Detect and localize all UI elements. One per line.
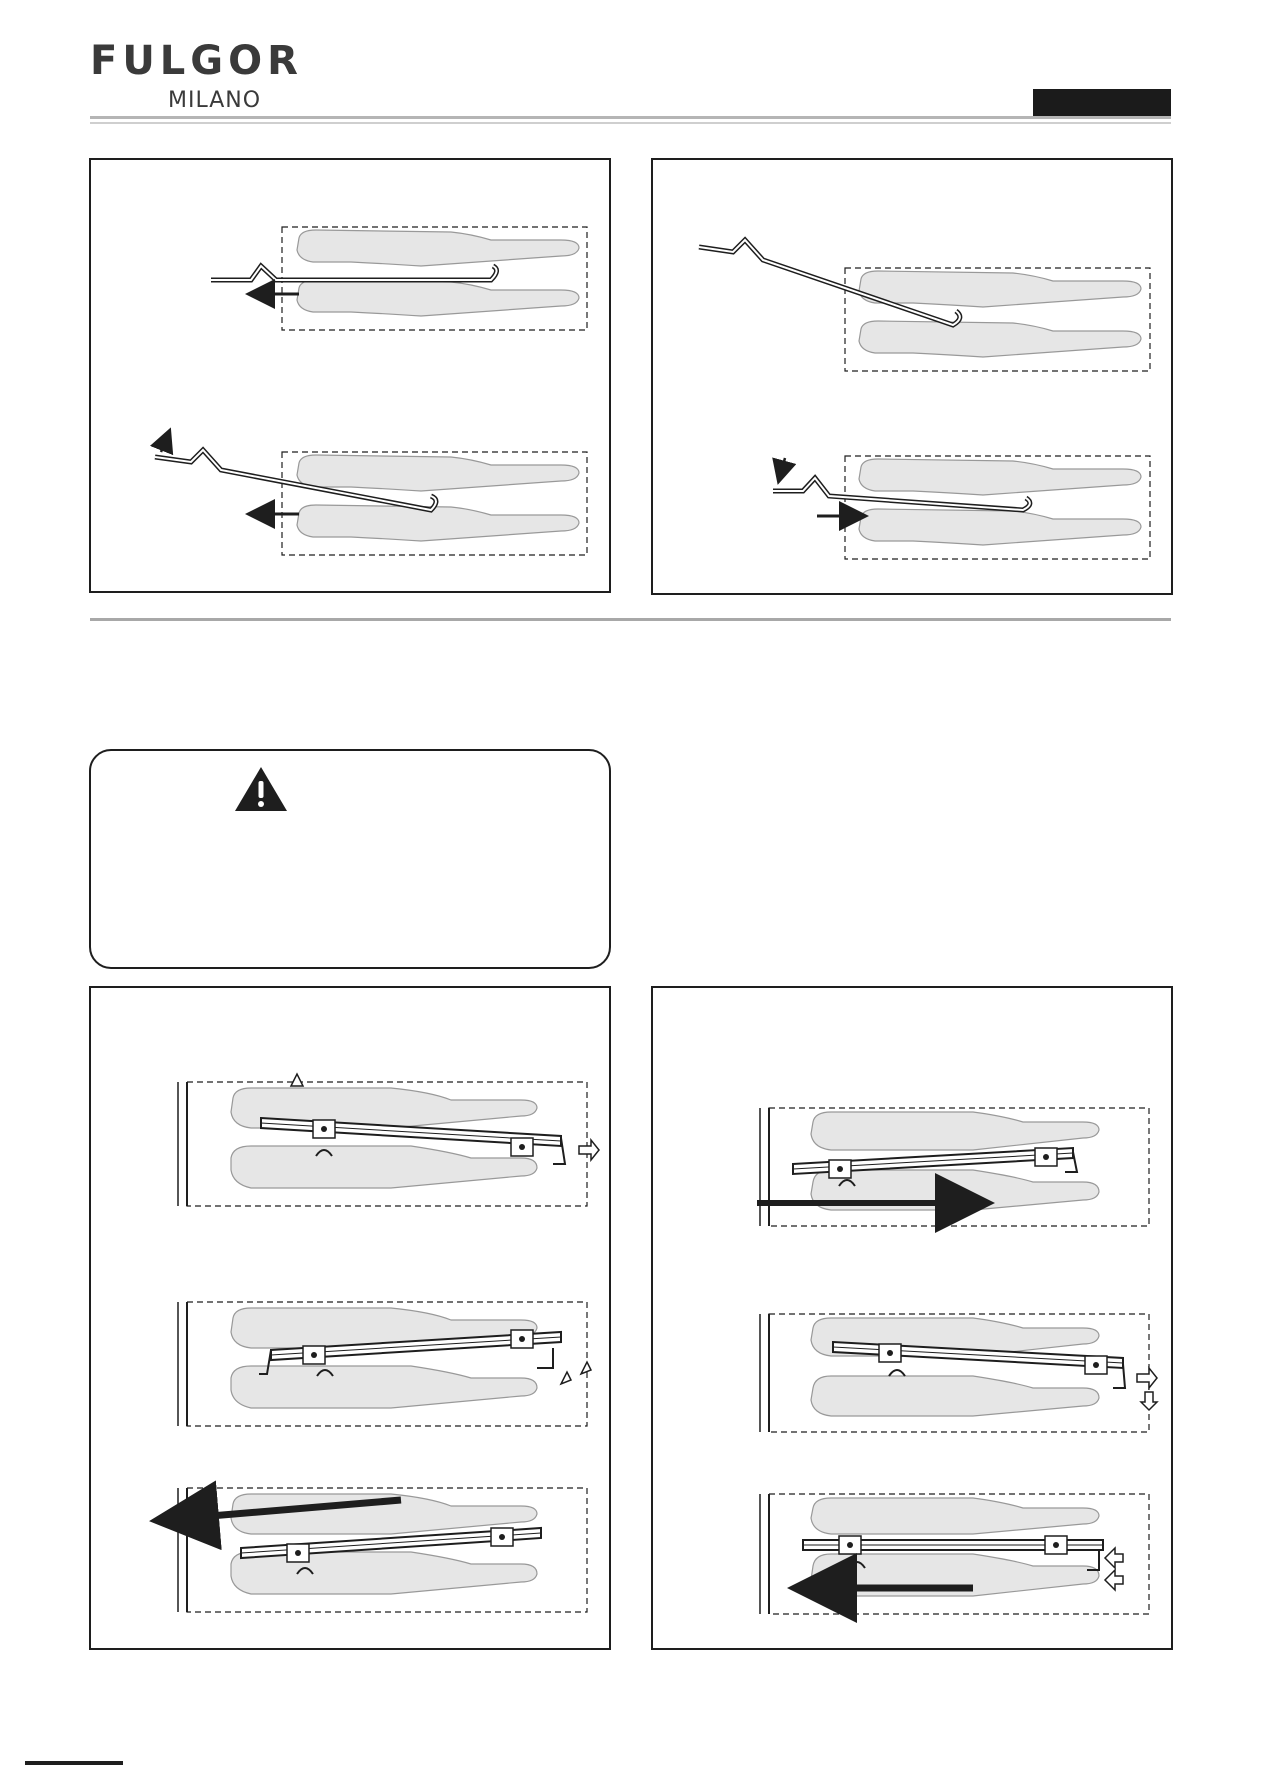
footer-mark [25, 1761, 123, 1765]
outline-arrow-icon [291, 1074, 303, 1086]
outline-arrow-icon [579, 1140, 599, 1160]
brand-logo [90, 38, 390, 118]
outline-arrow-icon [1105, 1570, 1123, 1590]
slide-scene-2 [760, 1314, 1157, 1432]
slide-scene-1 [178, 1074, 599, 1206]
outline-arrow-icon [561, 1372, 571, 1384]
slide-insertion-diagram [653, 988, 1175, 1652]
rack-insertion-diagram [653, 160, 1175, 597]
slide-scene-1 [757, 1108, 1149, 1226]
header-rule-secondary [90, 122, 1171, 124]
rack-insertion-panel [651, 158, 1173, 595]
slide-scene-2 [178, 1302, 591, 1426]
outline-arrow-icon [1141, 1392, 1157, 1410]
section-divider [90, 618, 1171, 621]
section-tab [1033, 89, 1171, 116]
outline-arrow-icon [581, 1362, 591, 1374]
rack-scene-lower [773, 456, 1150, 559]
slide-removal-panel [89, 986, 611, 1650]
arrow-down-icon [779, 458, 785, 480]
brand-name: FULGOR [90, 38, 303, 84]
outline-arrow-icon [1105, 1548, 1123, 1568]
warning-triangle-icon [233, 765, 289, 813]
rack-scene-upper [699, 240, 1150, 371]
rack-scene-upper [211, 227, 587, 330]
slide-scene-3 [163, 1488, 587, 1612]
outline-arrow-icon [1137, 1368, 1157, 1388]
header-rule [90, 116, 1171, 119]
brand-subname: MILANO [168, 88, 262, 113]
arrow-up-icon [161, 432, 169, 452]
slide-scene-3 [760, 1494, 1149, 1614]
warning-box [89, 749, 611, 969]
rack-removal-diagram [91, 160, 613, 595]
rack-removal-panel [89, 158, 611, 593]
slide-removal-diagram [91, 988, 613, 1652]
rack-scene-lower [155, 432, 587, 555]
slide-insertion-panel [651, 986, 1173, 1650]
